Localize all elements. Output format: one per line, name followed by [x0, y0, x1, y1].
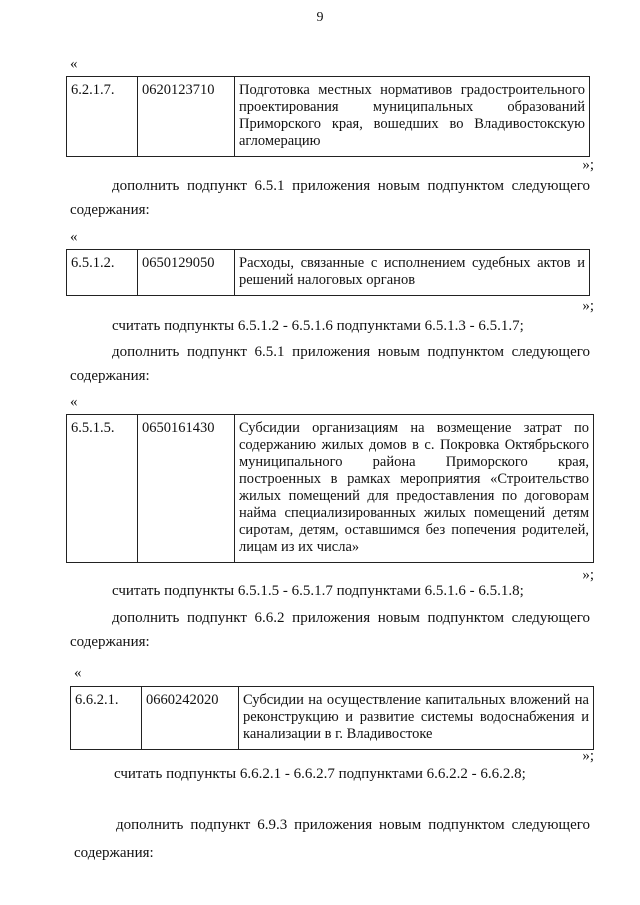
amendment-paragraph	[74, 811, 590, 867]
table-row	[67, 77, 590, 157]
budget-table	[66, 76, 590, 157]
target-code: 0620123710	[138, 77, 235, 157]
paragraph-line: содержания:	[70, 368, 150, 384]
item-description: Субсидии организациям на возмещение затрат по содержанию жилых домов в с. Покровка Октябрьского муниципального района Приморского края, построенных в рамках мероприятия «Строительство жилых помещений для предоставления по договорам найма специализированных жилых помещений детям сиротам, детям, оставшимся без попечения родителей, лицам из их числа»	[235, 415, 594, 563]
amendment-paragraph	[70, 174, 590, 222]
budget-table	[70, 686, 594, 750]
budget-table	[66, 249, 590, 296]
item-description: Расходы, связанные с исполнением судебных актов и решений налоговых органов	[235, 250, 590, 296]
renumber-paragraph: считать подпункты 6.5.1.5 - 6.5.1.7 подпунктами 6.5.1.6 - 6.5.1.8;	[112, 583, 524, 599]
renumber-paragraph: считать подпункты 6.5.1.2 - 6.5.1.6 подпунктами 6.5.1.3 - 6.5.1.7;	[112, 318, 524, 334]
item-description: Субсидии на осуществление капитальных вложений на реконструкцию и развитие системы водоснабжения и канализации в г. Владивостоке	[239, 687, 594, 750]
paragraph-line: дополнить подпункт 6.5.1 приложения новым подпунктом следующего	[112, 344, 590, 360]
paragraph-line: содержания:	[70, 202, 150, 218]
target-code: 0650161430	[138, 415, 235, 563]
table-row	[67, 250, 590, 296]
target-code: 0660242020	[142, 687, 239, 750]
subitem-number: 6.5.1.2.	[67, 250, 138, 296]
subitem-number: 6.5.1.5.	[67, 415, 138, 563]
open-quote: «	[70, 229, 78, 245]
renumber-paragraph: считать подпункты 6.6.2.1 - 6.6.2.7 подпунктами 6.6.2.2 - 6.6.2.8;	[114, 766, 526, 782]
paragraph-line: содержания:	[70, 634, 150, 650]
target-code: 0650129050	[138, 250, 235, 296]
table-row	[71, 687, 594, 750]
paragraph-line: дополнить подпункт 6.9.3 приложения новым подпунктом следующего	[116, 817, 590, 833]
subitem-number: 6.6.2.1.	[71, 687, 142, 750]
page-number: 9	[316, 10, 324, 25]
paragraph-line: дополнить подпункт 6.6.2 приложения новым подпунктом следующего	[112, 610, 590, 626]
open-quote: «	[74, 665, 82, 681]
paragraph-line: содержания:	[74, 845, 154, 861]
item-description: Подготовка местных нормативов градостроительного проектирования муниципальных образований Приморского края, вошедших во Владивостокскую агломерацию	[235, 77, 590, 157]
close-quote: »;	[582, 298, 594, 314]
open-quote: «	[70, 394, 78, 410]
close-quote: »;	[582, 748, 594, 764]
amendment-paragraph	[70, 340, 590, 388]
close-quote: »;	[582, 567, 594, 583]
open-quote: «	[70, 56, 78, 72]
amendment-paragraph	[70, 606, 590, 654]
budget-table	[66, 414, 594, 563]
close-quote: »;	[582, 157, 594, 173]
paragraph-line: дополнить подпункт 6.5.1 приложения новым подпунктом следующего	[112, 178, 590, 194]
table-row	[67, 415, 594, 563]
subitem-number: 6.2.1.7.	[67, 77, 138, 157]
